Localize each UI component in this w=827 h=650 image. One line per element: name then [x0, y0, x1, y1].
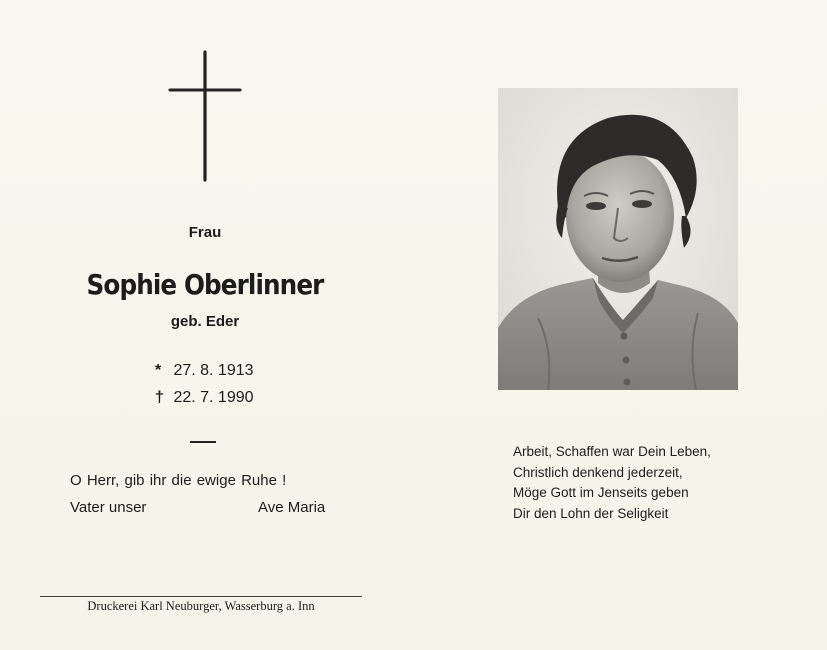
- death-date: 22. 7. 1990: [173, 389, 254, 406]
- prayer-vater-unser: Vater unser: [70, 499, 147, 516]
- death-symbol: †: [155, 389, 164, 406]
- death-date-line: [155, 389, 254, 407]
- birth-date: 27. 8. 1913: [173, 362, 254, 379]
- verse-line: Dir den Lohn der Seligkeit: [513, 505, 669, 521]
- cross-icon: [168, 50, 242, 182]
- divider-dash: [190, 441, 216, 443]
- birth-date-line: [155, 362, 254, 380]
- footer-rule: [40, 596, 362, 597]
- prayer-ave-maria: Ave Maria: [258, 499, 326, 516]
- portrait-photo: [498, 88, 738, 390]
- deceased-name: Sophie Oberlinner: [86, 268, 324, 301]
- prayer-line: O Herr, gib ihr die ewige Ruhe !: [70, 472, 287, 489]
- portrait-image: [498, 88, 738, 390]
- verse-line: Arbeit, Schaffen war Dein Leben,: [513, 444, 711, 459]
- verse-block: [513, 442, 711, 524]
- verse-line: Möge Gott im Jenseits geben: [513, 485, 689, 500]
- verse-line: Christlich denkend jederzeit,: [513, 464, 683, 480]
- birth-symbol: *: [155, 362, 162, 379]
- salutation: Frau: [188, 224, 222, 241]
- printer-credit: Druckerei Karl Neuburger, Wasserburg a. Inn: [87, 599, 315, 613]
- maiden-name: geb. Eder: [170, 313, 240, 330]
